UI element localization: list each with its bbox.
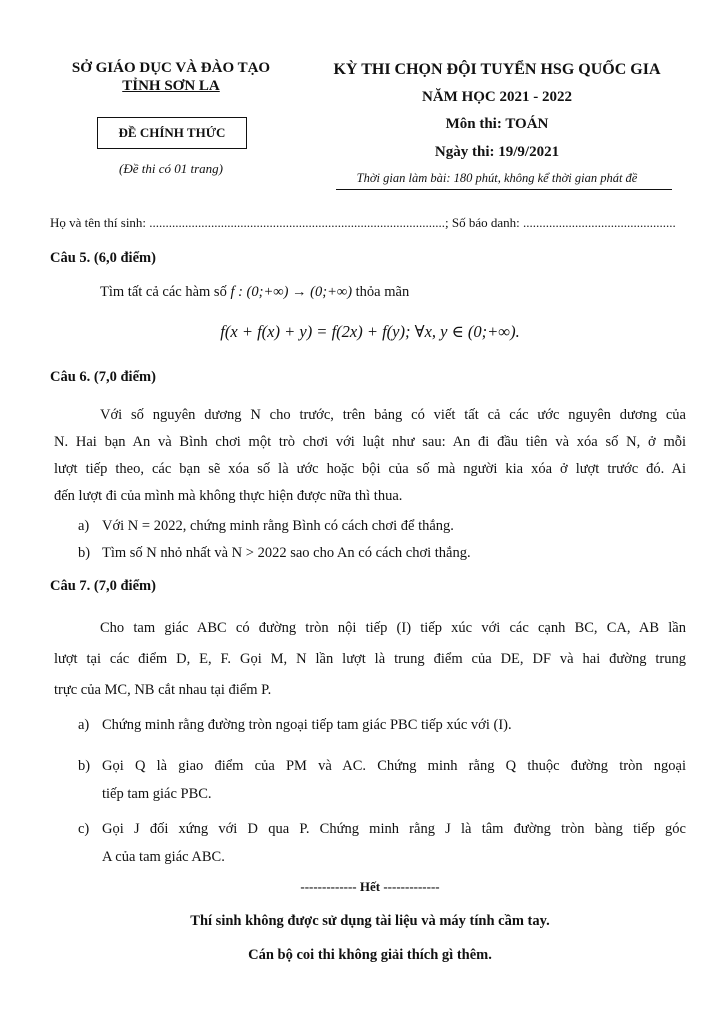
q7-item-a-label: a) bbox=[78, 717, 90, 733]
q6-item-b bbox=[78, 545, 471, 562]
footer-note-materials: Thí sinh không được sử dụng tài liệu và máy tính cầm tay. bbox=[190, 913, 550, 929]
q6-item-b-label: b) bbox=[78, 545, 91, 561]
q5-title: Câu 5. (6,0 điểm) bbox=[50, 250, 156, 266]
q6-para-line-4: đến lượt đi của mình mà không thực hiện được nữa thì thua. bbox=[54, 488, 403, 504]
official-exam-box: ĐỀ CHÍNH THỨC bbox=[97, 117, 247, 149]
q7-para-line-2: lượt tại các điểm D, E, F. Gọi M, N lần lượt là trung điểm của DE, DF và hai đường trung bbox=[54, 651, 686, 667]
q7-title: Câu 7. (7,0 điểm) bbox=[50, 578, 156, 594]
q7-item-a-text: Chứng minh rằng đường tròn ngoại tiếp tam giác PBC tiếp xúc với (I). bbox=[102, 717, 512, 733]
school-year: NĂM HỌC 2021 - 2022 bbox=[422, 89, 572, 105]
issuing-province bbox=[40, 78, 302, 95]
q6-paragraph bbox=[54, 402, 686, 510]
q5-function-signature: f : (0;+∞) → (0;+∞) bbox=[230, 284, 353, 300]
q7-item-c-line-1: Gọi J đối xứng với D qua P. Chứng minh rằng J là tâm đường tròn bàng tiếp góc bbox=[102, 821, 686, 837]
q7-item-b-line-2: tiếp tam giác PBC. bbox=[102, 786, 212, 802]
province-name: TỈNH SƠN LA bbox=[122, 78, 220, 94]
candidate-name-dots: ........................................................................................... bbox=[149, 215, 446, 230]
q7-para-line-3: trực của MC, NB cắt nhau tại điểm P. bbox=[54, 682, 272, 698]
q7-item-c bbox=[78, 815, 686, 871]
q6-item-b-text: Tìm số N nhỏ nhất và N > 2022 sao cho An có cách chơi thắng. bbox=[102, 545, 471, 561]
q7-para-line-1: Cho tam giác ABC có đường tròn nội tiếp (I) tiếp xúc với các cạnh BC, CA, AB lần bbox=[100, 620, 686, 636]
q5-intro-before: Tìm tất cả các hàm số bbox=[100, 284, 231, 300]
q7-item-b-label: b) bbox=[78, 758, 91, 774]
q6-para-line-2: N. Hai bạn An và Bình chơi một trò chơi với luật như sau: An đi đầu tiên và xóa số N, ở mỗi bbox=[54, 434, 686, 450]
q5-intro bbox=[100, 284, 409, 301]
end-marker: ------------- Hết ------------- bbox=[300, 879, 440, 894]
candidate-info-line bbox=[50, 215, 690, 231]
issuing-department: SỞ GIÁO DỤC VÀ ĐÀO TẠO bbox=[71, 60, 271, 76]
q7-item-c-label: c) bbox=[78, 821, 90, 837]
q6-para-line-1: Với số nguyên dương N cho trước, trên bảng có viết tất cả các ước nguyên dương của bbox=[100, 407, 686, 423]
exam-title: KỲ THI CHỌN ĐỘI TUYỂN HSG QUỐC GIA bbox=[333, 61, 661, 78]
footer-note-proctor: Cán bộ coi thi không giải thích gì thêm. bbox=[248, 947, 492, 963]
q5-functional-equation: f(x + f(x) + y) = f(2x) + f(y); ∀x, y ∈ (0;+∞). bbox=[220, 322, 520, 341]
q6-item-a bbox=[78, 518, 454, 535]
q5-intro-after: thỏa mãn bbox=[352, 284, 410, 300]
q6-title: Câu 6. (7,0 điểm) bbox=[50, 369, 156, 385]
exam-duration: Thời gian làm bài: 180 phút, không kể thời gian phát đề bbox=[356, 171, 638, 185]
candidate-id-label: ; Số báo danh: bbox=[445, 215, 524, 230]
q7-paragraph bbox=[54, 613, 686, 706]
q6-item-a-label: a) bbox=[78, 518, 90, 534]
page-count-note: (Đề thi có 01 trang) bbox=[119, 161, 223, 176]
exam-date: Ngày thi: 19/9/2021 bbox=[434, 144, 560, 160]
q6-item-a-text: Với N = 2022, chứng minh rằng Bình có cách chơi để thắng. bbox=[102, 518, 454, 534]
subject: Môn thi: TOÁN bbox=[445, 116, 549, 132]
q7-item-b-line-1: Gọi Q là giao điểm của PM và AC. Chứng minh rằng Q thuộc đường tròn ngoại bbox=[102, 758, 686, 774]
q7-item-b bbox=[78, 752, 686, 808]
q7-item-a bbox=[78, 717, 512, 734]
header-divider bbox=[336, 189, 672, 190]
q7-item-c-line-2: A của tam giác ABC. bbox=[102, 849, 225, 865]
q6-para-line-3: lượt tiếp theo, các bạn sẽ xóa số là ước hoặc bội của số mà người kia xóa ở lượt trước đó. Ai bbox=[54, 461, 686, 477]
candidate-id-dots: ............................................... bbox=[523, 215, 676, 230]
candidate-name-label: Họ và tên thí sinh: bbox=[50, 215, 150, 230]
